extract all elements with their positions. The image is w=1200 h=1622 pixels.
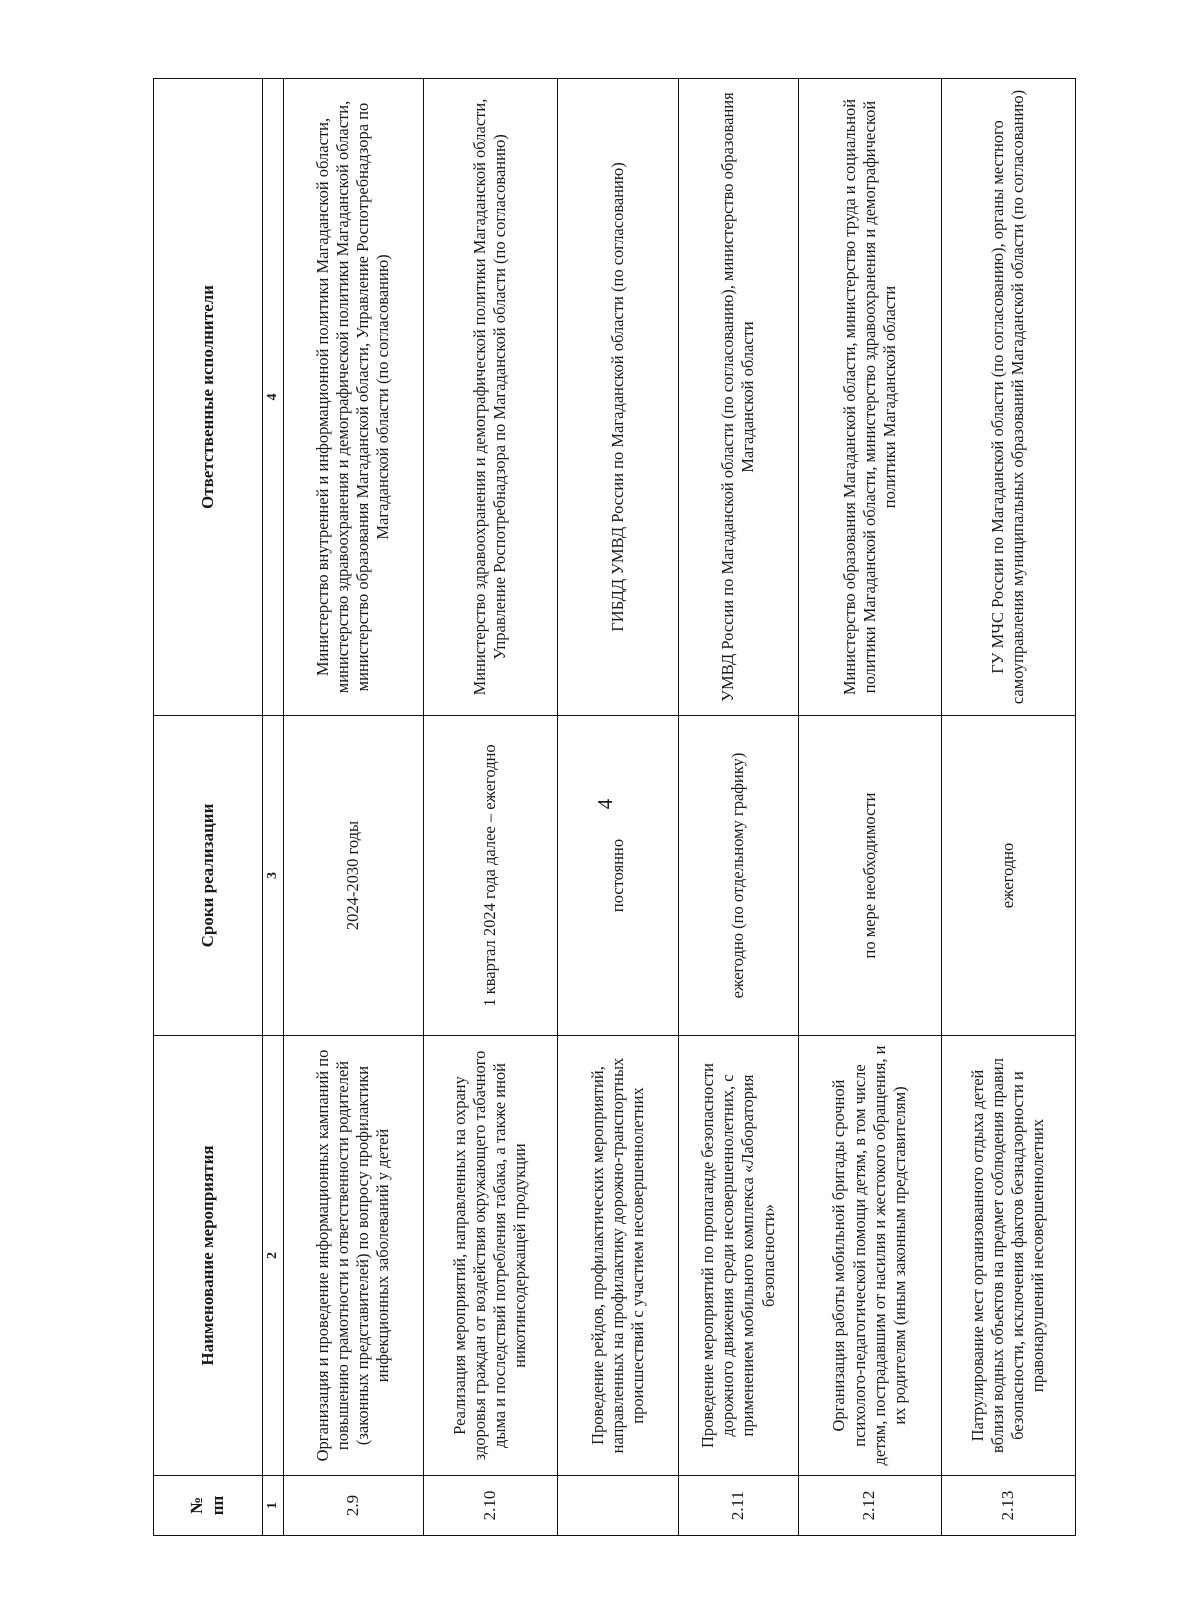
row-term: 2024-2030 годы: [284, 716, 424, 1036]
row-term: по мере необходимости: [798, 716, 941, 1036]
header-responsible: Ответственные исполнители: [154, 79, 263, 716]
row-num: 2.9: [284, 1476, 424, 1536]
column-number: 3: [263, 716, 284, 1036]
row-term: ежегодно: [941, 716, 1075, 1036]
row-num: 2.11: [678, 1476, 798, 1536]
row-num: 2.13: [941, 1476, 1075, 1536]
header-num: № пп: [154, 1476, 263, 1536]
row-responsible: Министерство внутренней и информационной политики Магаданской области, министерство здравоохранения и демографической политики Магаданской области, министерство образования Магаданской области, Управление Роспотребнадзора по Магаданской области (по согласованию): [284, 79, 424, 716]
table-row: [678, 79, 798, 1536]
row-responsible: ГИБДД УМВД России по Магаданской области (по согласованию): [557, 79, 678, 716]
row-responsible: ГУ МЧС России по Магаданской области (по согласованию), органы местного самоуправления муниципальных образований Магаданской области (по согласованию): [941, 79, 1075, 716]
table-row: [798, 79, 941, 1536]
row-name: Реализация мероприятий, направленных на охрану здоровья граждан от воздействия окружающего табачного дыма и последствий потребления табака, а также иной никотинсодержащей продукции: [423, 1036, 557, 1476]
table-header-row: [154, 79, 263, 1536]
header-name: Наименование мероприятия: [154, 1036, 263, 1476]
table-row: [941, 79, 1075, 1536]
row-term: 1 квартал 2024 года далее – ежегодно: [423, 716, 557, 1036]
column-number: 1: [263, 1476, 284, 1536]
header-term: Сроки реализации: [154, 716, 263, 1036]
row-name: Организация и проведение информационных кампаний по повышению грамотности и ответственности родителей (законных представителей) по вопросу профилактики инфекционных заболеваний у детей: [284, 1036, 424, 1476]
table-row: [557, 79, 678, 1536]
row-num: 2.12: [798, 1476, 941, 1536]
row-name: Патрулирование мест организованного отдыха детей вблизи водных объектов на предмет соблюдения правил безопасности, исключения фактов безнадзорности и правонарушений несовершеннолетних: [941, 1036, 1075, 1476]
column-number: 4: [263, 79, 284, 716]
row-num: 2.10: [423, 1476, 557, 1536]
measures-table-rotated: [153, 79, 1076, 1536]
column-number: 2: [263, 1036, 284, 1476]
row-responsible: Министерство здравоохранения и демографической политики Магаданской области, Управление Роспотребнадзора по Магаданской области (по согласованию): [423, 79, 557, 716]
row-term: постоянно: [557, 716, 678, 1036]
table-row: [423, 79, 557, 1536]
row-responsible: Министерство образования Магаданской области, министерство труда и социальной политики Магаданской области, министерство здравоохранения и демографической политики Магаданской области: [798, 79, 941, 716]
column-numbers-row: [263, 79, 284, 1536]
row-term: ежегодно (по отдельному графику): [678, 716, 798, 1036]
row-num: [557, 1476, 678, 1536]
row-name: Организация работы мобильной бригады срочной психолого-педагогической помощи детям, в том числе детям, пострадавшим от насилия и жестокого обращения, и их родителям (иным законным представителям): [798, 1036, 941, 1476]
row-name: Проведение рейдов, профилактических мероприятий, направленных на профилактику дорожно-транспортных происшествий с участием несовершеннолетних: [557, 1036, 678, 1476]
page-number: 4: [593, 798, 617, 810]
row-responsible: УМВД России по Магаданской области (по согласованию), министерство образования Магаданской области: [678, 79, 798, 716]
row-name: Проведение мероприятий по пропаганде безопасности дорожного движения среди несовершеннолетних, с применением мобильного комплекса «Лаборатория безопасности»: [678, 1036, 798, 1476]
table-row: [284, 79, 424, 1536]
measures-table: [153, 78, 1076, 1536]
